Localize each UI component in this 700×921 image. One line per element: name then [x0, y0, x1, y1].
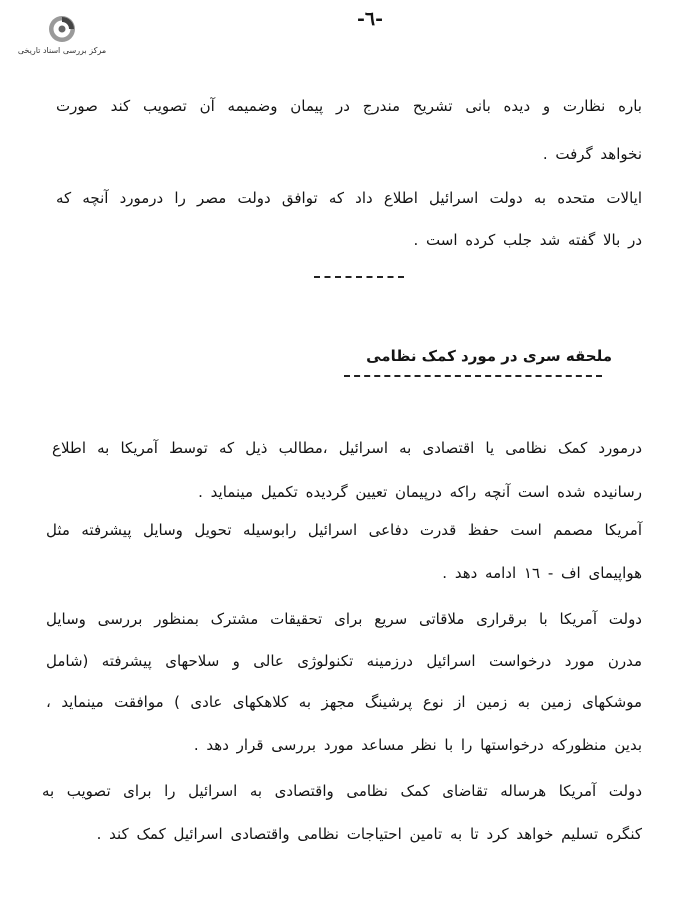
body-line: بدین منظورکه درخواستها را با نظر مساعد مورد بررسی قرار دهد .	[193, 736, 642, 754]
archive-logo-icon	[43, 14, 81, 44]
body-line: آمریکا مصمم است حفظ قدرت دفاعی اسرائیل رابوسیله تحویل وسایل پیشرفته مثل	[46, 521, 642, 539]
body-line: دولت آمریکا هرساله تقاضای کمک نظامی واقتصادی به اسرائیل را برای تصویب به	[42, 782, 642, 800]
page-number: -٦-	[357, 8, 383, 30]
archive-watermark	[12, 14, 112, 60]
intro-line: باره نظارت و دیده بانی تشریح مندرج در پیمان وضمیمه آن تصویب کند صورت	[56, 97, 642, 115]
body-line: موشکهای زمین به زمین از نوع پرشینگ مجهز به کلاهکهای عادی ) موافقت مینماید ،	[46, 693, 642, 711]
heading-underline	[344, 375, 602, 377]
body-line: کنگره تسلیم خواهد کرد تا به تامین احتیاجات نظامی واقتصادی اسرائیل کمک کند .	[96, 825, 642, 843]
separator-line	[314, 276, 404, 278]
body-line: رسانیده شده است آنچه راکه درپیمان تعیین گردیده تکمیل مینماید .	[198, 483, 642, 501]
intro-line: ایالات متحده به دولت اسرائیل اطلاع داد که توافق دولت مصر را درمورد آنچه که	[56, 189, 642, 207]
intro-line: در بالا گفته شد جلب کرده است .	[413, 231, 642, 249]
watermark-text: مرکز بررسی اسناد تاریخی	[17, 46, 107, 55]
body-line: مدرن مورد درخواست اسرائیل درزمینه تکنولوژی عالی و سلاحهای پیشرفته (شامل	[46, 652, 642, 670]
intro-line: نخواهد گرفت .	[542, 145, 642, 163]
body-line: هواپیمای اف - ١٦ ادامه دهد .	[442, 564, 642, 582]
section-heading: ملحقه سری در مورد کمک نظامی	[366, 347, 612, 365]
body-line: دولت آمریکا با برقراری ملاقاتی سریع برای تحقیقات مشترک بمنظور بررسی وسایل	[46, 610, 642, 628]
body-line: درمورد کمک نظامی یا اقتصادی به اسرائیل ،مطالب ذیل که توسط آمریکا به اطلاع	[52, 439, 642, 457]
